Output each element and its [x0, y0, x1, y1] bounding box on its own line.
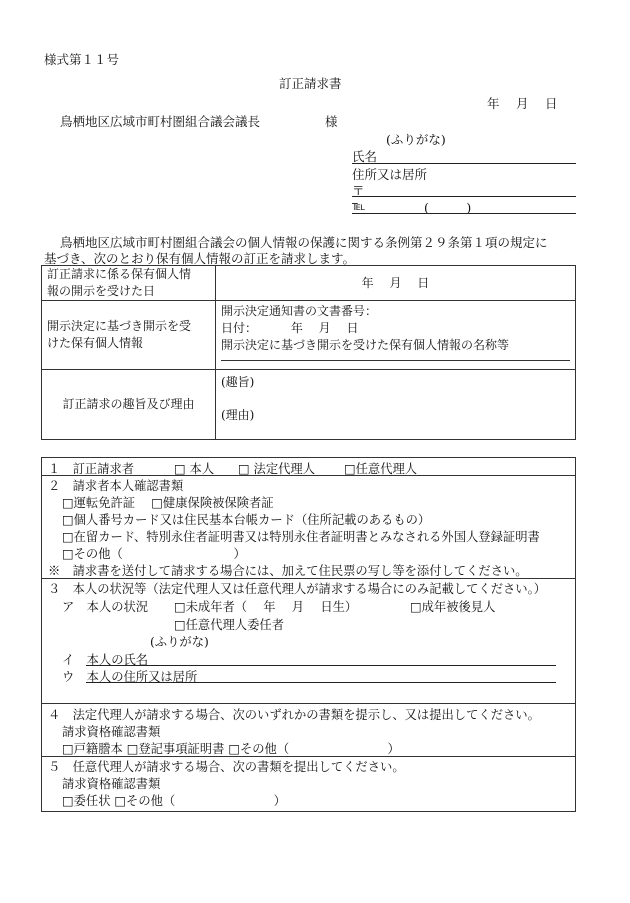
- legal-agent-documents[interactable]: □戸籍謄本 □登記事項証明書 □その他（ ）: [62, 742, 400, 756]
- postal-mark: 〒: [352, 183, 365, 198]
- checkbox-self[interactable]: □ 本人: [174, 462, 215, 476]
- date-line: 年 月 日: [487, 96, 558, 111]
- requester-name-field[interactable]: [352, 163, 576, 164]
- requester-tel-field[interactable]: [352, 213, 576, 214]
- disclosed-info-label: 開示決定に基づき開示を受 けた保有個人情報: [42, 301, 216, 370]
- checkbox-voluntary-principal[interactable]: □任意代理人委任者: [174, 618, 284, 632]
- requester-furigana: (ふりがな): [386, 132, 446, 147]
- voluntary-agent-documents[interactable]: □委任状 □その他（ ）: [62, 794, 286, 808]
- principal-furigana: (ふりがな): [150, 635, 209, 649]
- id-documents-line-3[interactable]: □在留カード、特別永住者証明書又は特別永住者証明書とみなされる外国人登録証明書: [62, 530, 540, 544]
- checkbox-voluntary-agent[interactable]: □任意代理人: [344, 462, 418, 476]
- principal-address-label: ウ 本人の住所又は居所: [62, 670, 198, 684]
- id-documents-heading: ２ 請求者本人確認書類: [48, 479, 184, 493]
- requester-address-label: 住所又は居所: [352, 167, 428, 182]
- purpose-label: (趣旨): [221, 375, 255, 389]
- correction-reason-label: 訂正請求の趣旨及び理由: [42, 370, 216, 440]
- addressee-honorific: 様: [325, 114, 338, 129]
- legal-agent-heading: ４ 法定代理人が請求する場合、次のいずれかの書類を提示し、又は提出してください。: [48, 708, 540, 722]
- notice-doc-number: 開示決定通知書の文書番号：: [221, 304, 378, 318]
- intro-line-2: 基づき、次のとおり保有個人情報の訂正を請求します。: [44, 251, 356, 266]
- correction-reason-value[interactable]: [216, 370, 576, 440]
- voluntary-agent-subheading: 請求資格確認書類: [62, 777, 161, 791]
- requester-address-field[interactable]: [352, 196, 576, 197]
- disclosure-table: [41, 265, 576, 440]
- requester-type-label: １ 訂正請求者: [48, 462, 135, 476]
- disclosed-info-name: 開示決定に基づき開示を受けた保有個人情報の名称等: [221, 337, 570, 361]
- page-title: 訂正請求書: [279, 76, 342, 91]
- notice-date: 日付： 年 月 日: [221, 321, 359, 335]
- legal-agent-subheading: 請求資格確認書類: [62, 725, 161, 739]
- principal-address-field[interactable]: [86, 682, 556, 683]
- principal-status-heading: ３ 本人の状況等（法定代理人又は任意代理人が請求する場合にのみ記載してください。）: [48, 582, 547, 596]
- checkbox-minor[interactable]: □未成年者（ 年 月 日生）: [174, 600, 358, 614]
- form-number: 様式第１１号: [44, 52, 120, 67]
- requester-details-box: [41, 457, 576, 812]
- disclosure-date-value[interactable]: 年 月 日: [216, 266, 576, 301]
- principal-name-field[interactable]: [86, 665, 556, 666]
- id-documents-other[interactable]: □その他（ ）: [62, 547, 246, 561]
- checkbox-adult-ward[interactable]: □成年被後見人: [410, 600, 496, 614]
- mail-note: ※ 請求書を送付して請求する場合には、加えて住民票の写し等を添付してください。: [48, 564, 528, 578]
- requester-name-label: 氏名: [352, 149, 378, 164]
- voluntary-agent-heading: ５ 任意代理人が請求する場合、次の書類を提出してください。: [48, 760, 405, 774]
- disclosed-info-value[interactable]: [216, 301, 576, 370]
- id-documents-line-2[interactable]: □個人番号カード又は住民基本台帳カード（住所記載のあるもの）: [62, 513, 431, 527]
- checkbox-legal-agent[interactable]: □ 法定代理人: [238, 462, 316, 476]
- principal-status-label: ア 本人の状況: [62, 600, 149, 614]
- reason-label: (理由): [221, 408, 255, 422]
- id-documents-line-1[interactable]: □運転免許証 □健康保険被保険者証: [62, 496, 274, 510]
- tel-label: ℡: [352, 198, 366, 213]
- divider: [42, 703, 575, 704]
- intro-line-1: 鳥栖地区広域市町村圏組合議会の個人情報の保護に関する条例第２９条第１項の規定に: [60, 235, 548, 250]
- principal-name-label: イ 本人の氏名: [62, 653, 149, 667]
- tel-paren: ( ): [424, 200, 472, 215]
- addressee: 鳥栖地区広域市町村圏組合議会議長: [60, 114, 261, 129]
- disclosure-date-label: 訂正請求に係る保有個人情 報の開示を受けた日: [42, 266, 216, 301]
